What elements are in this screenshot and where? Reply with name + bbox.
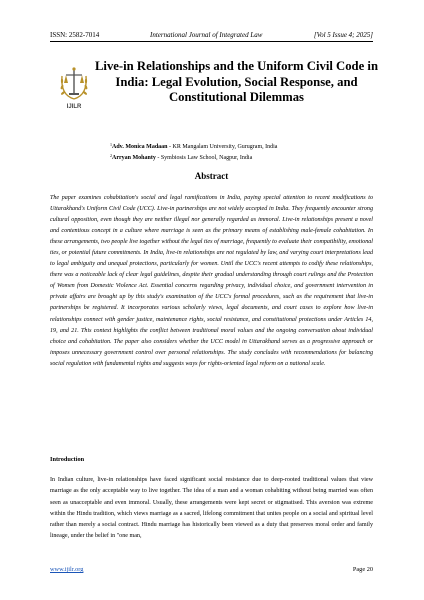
author-affiliation: - KR Mangalam University, Gurugram, India bbox=[167, 144, 278, 150]
introduction-heading: Introduction bbox=[50, 456, 85, 463]
author-line bbox=[110, 141, 350, 152]
abstract-heading: Abstract bbox=[194, 171, 229, 181]
introduction-body: In Indian culture, live-in relationships have faced significant social resistance due to deep-rooted traditional values that view marriage as the only acceptable way to live together. The idea of a man and a woman cohabiting without being married was often seen as unacceptable and even immoral. Usually, these arrangements were kept secret or stigmatised. This aversion was extreme within the Hindu tradition, which views marriage as a sacred, lifelong commitment that unites people on a social and spiritual level rather than merely a social contract. Hindu marriage has historically been viewed as a duty that preserves moral order and family lineage, under the belief in "one man, bbox=[50, 477, 373, 540]
header-divider bbox=[50, 41, 373, 42]
author-affiliation: - Symbiosis Law School, Nagpur, India bbox=[155, 154, 253, 161]
page-number: Page 20 bbox=[352, 566, 373, 573]
author-list bbox=[110, 141, 350, 162]
logo-text: IJILR bbox=[66, 104, 82, 110]
issn: ISSN: 2582-7014 bbox=[50, 31, 100, 39]
author-marker: 1 bbox=[110, 142, 112, 147]
author-marker: 2 bbox=[110, 152, 112, 158]
journal-name: International Journal of Integrated Law bbox=[150, 31, 263, 39]
author-name: Adv. Monica Madaan bbox=[112, 144, 168, 150]
website-link[interactable]: www.ijilr.org bbox=[50, 566, 84, 573]
author-line bbox=[110, 152, 350, 163]
journal-logo-icon bbox=[58, 63, 90, 107]
author-name: Arryan Mohanty bbox=[112, 154, 156, 161]
abstract-body: The paper examines cohabitation's social and legal ramifications in India, paying special attention to recent modifications to Uttarakhand's Uniform Civil Code (UCC). Live-in partnerships are not widely accepted in India. They frequently encounter strong cultural opposition, even though they are neither illegal nor generally regarded as immoral. Live-in relationships present a novel and contentious concept in a culture where marriage is seen as the primary means of establishing male-female cohabitation. In these arrangements, two people live together without the legal ties of marriage, frequently to evaluate their compatibility, emotional ties, or potential future commitments. In India, live-in relationships are not regulated by law, and varying court interpretations lead to legal ambiguity and unequal protections, particularly for women. Until the UCC's recent attempts to codify these relationships, there was a noticeable lack of clear legal guidelines, despite their gradual understanding through court rulings and the Protection of Women from Domestic Violence Act. Essential concerns regarding privacy, individual choice, and government intervention in private affairs are brought up by this study's examination of the UCC's formal procedures, such as the requirement that live-in partnerships be registered. It incorporates various scholarly views, legal documents, and court cases to explore how live-in relationships connect with gender justice, maintenance rights, social resistance, and constitutional protections under Articles 14, 19, and 21. This context highlights the conflict between traditional moral values and the ongoing conversation about individual choice and cohabitation. The paper also considers whether the UCC model in Uttarakhand serves as a progressive approach or imposes unnecessary government control over personal relationships. The study concludes with recommendations for balancing social regulation with fundamental rights and suggests ways for rights-oriented legal reform on a national scale. bbox=[50, 195, 373, 367]
volume-issue: [Vol 5 Issue 4; 2025] bbox=[313, 31, 373, 39]
paper-title: Live-in Relationships and the Uniform Civil Code in India: Legal Evolution, Social Response, and Constitutional Dilemmas bbox=[94, 59, 379, 104]
running-header bbox=[50, 29, 373, 41]
